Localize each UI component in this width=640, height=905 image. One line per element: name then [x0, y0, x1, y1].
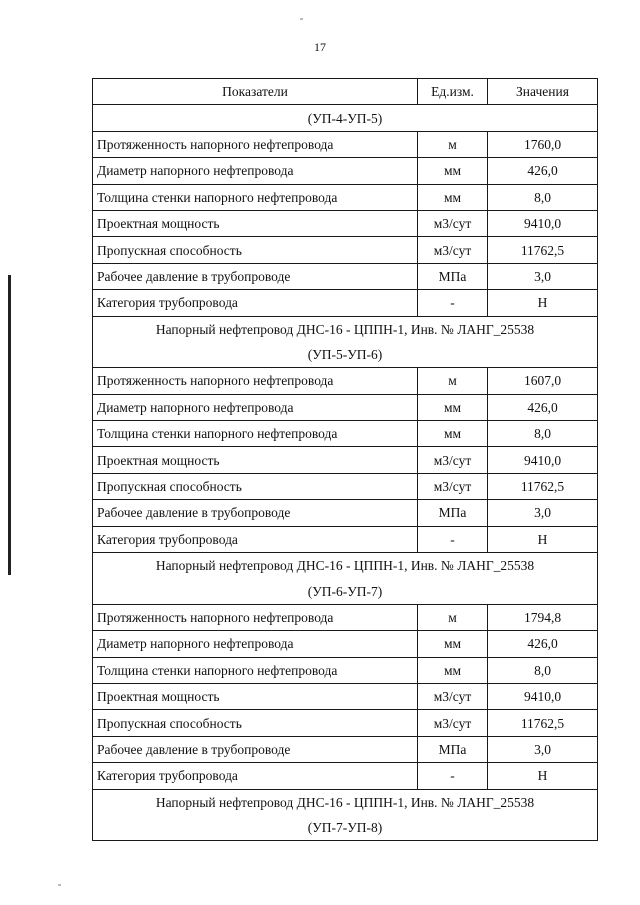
- table-row: [93, 290, 598, 316]
- unit-cell: м: [418, 604, 488, 630]
- parameter-name-cell: Пропускная способность: [93, 710, 418, 736]
- section-title-row: [93, 789, 598, 815]
- value-cell: Н: [488, 526, 598, 552]
- unit-cell: МПа: [418, 263, 488, 289]
- parameter-name-cell: Толщина стенки напорного нефтепровода: [93, 657, 418, 683]
- section-title: (УП-4-УП-5): [93, 105, 598, 131]
- section-title-row: [93, 105, 598, 131]
- unit-cell: мм: [418, 158, 488, 184]
- table-body: [93, 105, 598, 841]
- unit-cell: мм: [418, 631, 488, 657]
- parameter-name-cell: Рабочее давление в трубопроводе: [93, 736, 418, 762]
- scan-speck: [58, 884, 61, 886]
- parameter-name-cell: Рабочее давление в трубопроводе: [93, 500, 418, 526]
- value-cell: 11762,5: [488, 237, 598, 263]
- table-row: [93, 394, 598, 420]
- parameter-name-cell: Категория трубопровода: [93, 290, 418, 316]
- table-row: [93, 131, 598, 157]
- parameter-name-cell: Протяженность напорного нефтепровода: [93, 604, 418, 630]
- section-title: Напорный нефтепровод ДНС-16 - ЦППН-1, Инв. № ЛАНГ_25538: [93, 789, 598, 815]
- table-row: [93, 500, 598, 526]
- table-row: [93, 263, 598, 289]
- page-number: 17: [314, 40, 326, 54]
- value-cell: 3,0: [488, 736, 598, 762]
- table-row: [93, 710, 598, 736]
- value-cell: 8,0: [488, 421, 598, 447]
- parameter-name-cell: Диаметр напорного нефтепровода: [93, 394, 418, 420]
- value-cell: 9410,0: [488, 210, 598, 236]
- unit-cell: мм: [418, 657, 488, 683]
- parameter-name-cell: Протяженность напорного нефтепровода: [93, 131, 418, 157]
- table-row: [93, 447, 598, 473]
- value-cell: Н: [488, 763, 598, 789]
- table-row: [93, 763, 598, 789]
- unit-cell: -: [418, 763, 488, 789]
- scan-speck: [300, 18, 303, 20]
- unit-cell: м3/сут: [418, 683, 488, 709]
- unit-cell: м: [418, 368, 488, 394]
- table-row: [93, 210, 598, 236]
- value-cell: 426,0: [488, 394, 598, 420]
- value-cell: 8,0: [488, 184, 598, 210]
- unit-cell: -: [418, 290, 488, 316]
- section-title-row: [93, 815, 598, 841]
- table-row: [93, 631, 598, 657]
- unit-cell: м3/сут: [418, 473, 488, 499]
- unit-cell: м3/сут: [418, 210, 488, 236]
- parameter-name-cell: Категория трубопровода: [93, 763, 418, 789]
- unit-cell: МПа: [418, 736, 488, 762]
- table-row: [93, 736, 598, 762]
- section-title-row: [93, 578, 598, 604]
- table-row: [93, 526, 598, 552]
- table-row: [93, 604, 598, 630]
- parameter-name-cell: Пропускная способность: [93, 473, 418, 499]
- table-row: [93, 683, 598, 709]
- parameter-name-cell: Толщина стенки напорного нефтепровода: [93, 184, 418, 210]
- parameter-name-cell: Толщина стенки напорного нефтепровода: [93, 421, 418, 447]
- table-row: [93, 421, 598, 447]
- table-row: [93, 237, 598, 263]
- unit-cell: м3/сут: [418, 237, 488, 263]
- section-title: (УП-7-УП-8): [93, 815, 598, 841]
- value-cell: 1794,8: [488, 604, 598, 630]
- table-row: [93, 184, 598, 210]
- parameter-name-cell: Протяженность напорного нефтепровода: [93, 368, 418, 394]
- unit-cell: м: [418, 131, 488, 157]
- table-header-row: [93, 79, 598, 105]
- value-cell: 3,0: [488, 263, 598, 289]
- section-title-row: [93, 316, 598, 342]
- value-cell: 11762,5: [488, 710, 598, 736]
- unit-cell: мм: [418, 184, 488, 210]
- value-cell: 9410,0: [488, 447, 598, 473]
- table-row: [93, 473, 598, 499]
- section-title: Напорный нефтепровод ДНС-16 - ЦППН-1, Инв. № ЛАНГ_25538: [93, 316, 598, 342]
- value-cell: 11762,5: [488, 473, 598, 499]
- unit-cell: мм: [418, 421, 488, 447]
- scan-edge-mark: [8, 275, 11, 575]
- value-cell: 8,0: [488, 657, 598, 683]
- unit-cell: м3/сут: [418, 710, 488, 736]
- parameter-name-cell: Проектная мощность: [93, 683, 418, 709]
- header-unit: Ед.изм.: [418, 79, 488, 105]
- parameter-name-cell: Диаметр напорного нефтепровода: [93, 158, 418, 184]
- table-row: [93, 158, 598, 184]
- value-cell: 426,0: [488, 158, 598, 184]
- unit-cell: мм: [418, 394, 488, 420]
- parameter-name-cell: Проектная мощность: [93, 210, 418, 236]
- section-title-row: [93, 342, 598, 368]
- parameter-name-cell: Диаметр напорного нефтепровода: [93, 631, 418, 657]
- value-cell: 3,0: [488, 500, 598, 526]
- value-cell: Н: [488, 290, 598, 316]
- value-cell: 426,0: [488, 631, 598, 657]
- section-title-row: [93, 553, 598, 579]
- header-values: Значения: [488, 79, 598, 105]
- table-row: [93, 657, 598, 683]
- section-title: (УП-5-УП-6): [93, 342, 598, 368]
- unit-cell: МПа: [418, 500, 488, 526]
- section-title: Напорный нефтепровод ДНС-16 - ЦППН-1, Инв. № ЛАНГ_25538: [93, 553, 598, 579]
- value-cell: 1760,0: [488, 131, 598, 157]
- value-cell: 1607,0: [488, 368, 598, 394]
- value-cell: 9410,0: [488, 683, 598, 709]
- unit-cell: м3/сут: [418, 447, 488, 473]
- parameter-name-cell: Рабочее давление в трубопроводе: [93, 263, 418, 289]
- header-indicators: Показатели: [93, 79, 418, 105]
- section-title: (УП-6-УП-7): [93, 578, 598, 604]
- unit-cell: -: [418, 526, 488, 552]
- parameter-name-cell: Пропускная способность: [93, 237, 418, 263]
- parameter-name-cell: Проектная мощность: [93, 447, 418, 473]
- parameter-name-cell: Категория трубопровода: [93, 526, 418, 552]
- table-row: [93, 368, 598, 394]
- parameters-table: [92, 78, 598, 841]
